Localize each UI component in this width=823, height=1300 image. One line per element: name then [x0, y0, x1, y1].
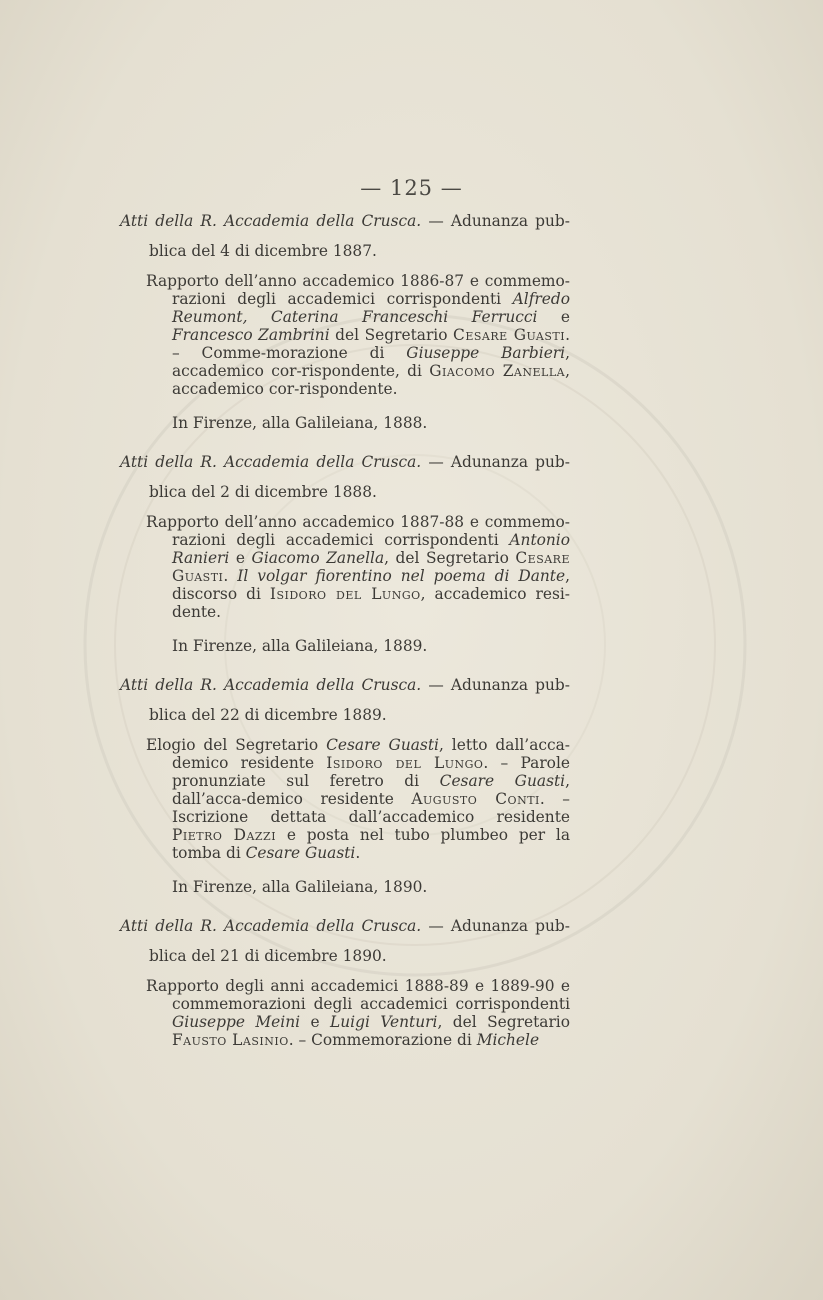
entry-imprint: In Firenze, alla Galileiana, 1888.: [172, 414, 428, 432]
description-text: .: [355, 844, 361, 862]
entry-heading: [120, 453, 570, 472]
entry-heading-rest: — Adunanza pub-: [428, 917, 570, 935]
italic-title-text: Il volgar fiorentino nel poema di Dante: [237, 567, 566, 585]
description-text: . – Comme-morazione di: [172, 326, 570, 362]
entry-date: blica del 21 di dicembre 1890.: [149, 947, 387, 965]
entry-description: [120, 736, 570, 862]
description-text: e: [229, 549, 252, 567]
description-text: , accademico cor-rispondente, di: [172, 344, 570, 380]
entry-description: [120, 272, 570, 398]
description-text: , discorso di: [172, 567, 570, 603]
italic-title-text: Cesare Guasti: [326, 736, 439, 754]
description-text: , letto dall’acca-demico residente: [172, 736, 570, 772]
person-name-text: Cesare Guasti: [453, 326, 566, 344]
italic-title-text: Giuseppe Meini: [172, 1013, 301, 1031]
page-number: — 125 —: [360, 176, 463, 200]
italic-title-text: Giuseppe Barbieri: [406, 344, 566, 362]
person-name-text: Isidoro del Lungo: [269, 585, 421, 603]
description-text: Elogio del Segretario: [146, 736, 327, 754]
series-title: Atti della R. Accademia della Crusca.: [120, 676, 422, 694]
entry-heading-rest: — Adunanza pub-: [428, 453, 570, 471]
person-name-text: Giacomo Zanella: [429, 362, 566, 380]
italic-title-text: Francesco Zambrini: [172, 326, 330, 344]
entry-date: blica del 22 di dicembre 1889.: [149, 706, 387, 724]
italic-title-text: Michele: [476, 1031, 540, 1049]
italic-title-text: Cesare Guasti: [245, 844, 356, 862]
italic-title-text: Luigi Venturi: [330, 1013, 438, 1031]
description-text: . – Parole pronunziate sul feretro di: [172, 754, 570, 790]
description-text: , del Segretario: [437, 1013, 570, 1031]
description-text: .: [223, 567, 238, 585]
bibliography-entry: [120, 917, 570, 1049]
entry-heading: [120, 212, 570, 231]
italic-title-text: Cesare Guasti: [439, 772, 566, 790]
description-text: Rapporto dell’anno accademico 1887-88 e commemo-razioni degli accademici corrispondenti: [146, 513, 570, 549]
description-text: e posta nel tubo plumbeo per la tomba di: [172, 826, 570, 862]
entry-date: blica del 2 di dicembre 1888.: [149, 483, 377, 501]
description-text: Rapporto degli anni accademici 1888-89 e 1889-90 e commemorazioni degli accademici corrispondenti: [146, 977, 570, 1013]
italic-title-text: Alfredo Reumont, Caterina Franceschi Ferrucci: [172, 290, 570, 326]
series-title: Atti della R. Accademia della Crusca.: [120, 453, 422, 471]
entry-heading: [120, 676, 570, 695]
bibliography-list: [120, 212, 570, 1069]
entry-description: [120, 977, 570, 1049]
series-title: Atti della R. Accademia della Crusca.: [120, 212, 422, 230]
entry-heading: [120, 917, 570, 936]
bibliography-entry: [120, 453, 570, 656]
bibliography-entry: [120, 676, 570, 897]
italic-title-text: Antonio Ranieri: [172, 531, 570, 567]
person-name-text: Augusto Conti: [411, 790, 540, 808]
entry-description: [120, 513, 570, 621]
description-text: , del Segretario: [384, 549, 516, 567]
description-text: del Segretario: [329, 326, 454, 344]
description-text: , accademico cor-rispondente.: [172, 362, 570, 398]
description-text: e: [300, 1013, 331, 1031]
person-name-text: Cesare Guasti: [172, 549, 570, 585]
description-text: . – Iscrizione dettata dall’accademico residente: [172, 790, 571, 826]
person-name-text: Fausto Lasinio: [172, 1031, 289, 1049]
entry-heading-rest: — Adunanza pub-: [428, 212, 570, 230]
description-text: e: [537, 308, 570, 326]
description-text: . – Commemorazione di: [288, 1031, 477, 1049]
description-text: Rapporto dell’anno accademico 1886-87 e commemo-razioni degli accademici corrispondenti: [146, 272, 570, 308]
entry-imprint: In Firenze, alla Galileiana, 1889.: [172, 637, 428, 655]
entry-imprint: In Firenze, alla Galileiana, 1890.: [172, 878, 428, 896]
entry-date: blica del 4 di dicembre 1887.: [149, 242, 377, 260]
person-name-text: Isidoro del Lungo: [326, 754, 484, 772]
description-text: , dall’acca-demico residente: [172, 772, 570, 808]
italic-title-text: Giacomo Zanella: [251, 549, 385, 567]
person-name-text: Pietro Dazzi: [172, 826, 277, 844]
series-title: Atti della R. Accademia della Crusca.: [120, 917, 422, 935]
bibliography-entry: [120, 212, 570, 433]
description-text: , accademico resi-dente.: [172, 585, 570, 621]
entry-heading-rest: — Adunanza pub-: [428, 676, 570, 694]
